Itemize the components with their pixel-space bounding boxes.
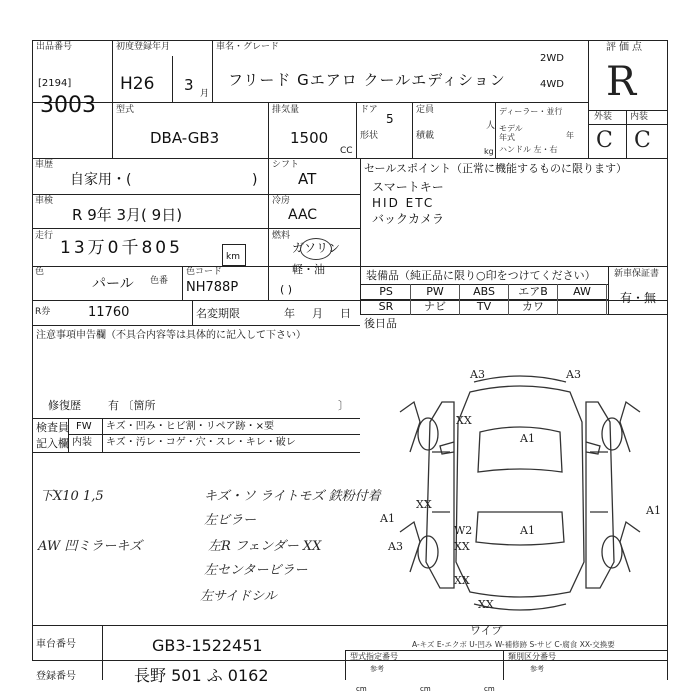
drive-2wd: 2WD <box>540 53 564 64</box>
color-num-label: 色番 <box>150 276 169 286</box>
fuel-gas: ガソリン <box>292 241 341 255</box>
ref-label: 参考 <box>370 665 384 673</box>
equipment-item-row2-3: カワ <box>509 299 558 315</box>
fw-checks: キズ・凹み・ヒビ割・リペア跡・×要 <box>106 421 274 432</box>
reg-number: 長野 501 ふ 0162 <box>134 666 269 685</box>
reg-month: 3 <box>184 76 194 94</box>
lot-sub: [2194] <box>38 78 72 89</box>
car-name-label: 車名・グレード <box>216 42 280 52</box>
reg-number-label: 登録番号 <box>36 671 76 682</box>
color-label: 色 <box>35 267 45 277</box>
equipment-item-row1-0: PS <box>362 284 411 300</box>
shape-label: 形状 <box>360 131 379 141</box>
svg-text:A3: A3 <box>470 368 485 381</box>
equipment-item-row1-2: ABS <box>460 284 509 300</box>
interior-checks: キズ・汚レ・コゲ・穴・スレ・キレ・破レ <box>106 437 296 448</box>
svg-text:A1: A1 <box>520 432 535 445</box>
car-name: フリード Gエアロ クールエディション <box>228 71 506 89</box>
lot-label: 出品番号 <box>36 42 73 52</box>
cm-1: cm <box>356 685 367 693</box>
inspection-label: 車検 <box>35 196 54 206</box>
note-right-1: キズ・ソ ライトモズ 鉄粉付着 <box>204 489 381 504</box>
km-unit: km <box>226 252 240 262</box>
interior-grade: C <box>634 128 651 153</box>
warranty-value: 有・無 <box>620 291 657 305</box>
model-year-label: モデル年式 <box>499 124 523 142</box>
cc-unit: CC <box>340 146 353 156</box>
chassis-label: 車台番号 <box>36 639 76 650</box>
svg-text:A1: A1 <box>520 524 535 537</box>
exterior-label: 外装 <box>594 112 613 122</box>
svg-text:XX: XX <box>454 540 470 553</box>
capacity-label: 定員 <box>416 105 435 115</box>
capacity-unit: 人 <box>486 121 496 131</box>
recycle-value: 11760 <box>88 305 130 320</box>
car-damage-diagram <box>370 362 666 637</box>
doors-label: ドア <box>360 105 378 115</box>
mileage-value: 13万0千805 <box>60 238 183 258</box>
first-reg-label: 初度登録年月 <box>116 42 171 52</box>
notes-label: 注意事項申告欄（不具合内容等は具体的に記入して下さい） <box>36 330 306 341</box>
history-value: 自家用・( <box>70 172 132 188</box>
category-label: 類別区分番号 <box>508 652 556 661</box>
equipment-item-row1-4: AW <box>558 284 607 300</box>
transfer-day: 日 <box>340 307 351 320</box>
month-unit: 月 <box>200 89 210 99</box>
svg-text:XX: XX <box>454 574 470 587</box>
ac-value: AAC <box>288 207 318 223</box>
transfer-year: 年 <box>284 307 295 320</box>
sales-point-3: バックカメラ <box>372 212 445 226</box>
warranty-label: 新車保証書 <box>614 269 660 279</box>
damage-legend: A-キズ E-エクボ U-凹み W-補修跡 S-サビ C-腐食 XX-交換要 <box>412 640 615 649</box>
grade-value: R <box>606 59 637 105</box>
lot-number: 3003 <box>40 93 96 118</box>
svg-text:ワイプ: ワイプ <box>470 624 503 637</box>
repair-label: 修復歴 <box>48 399 81 412</box>
shift-label: シフト <box>272 160 300 170</box>
drive-4wd: 4WD <box>540 79 564 90</box>
type-spec-label: 型式指定番号 <box>350 652 398 661</box>
entry-label: 記入欄 <box>36 437 69 450</box>
ac-label: 冷房 <box>272 196 291 206</box>
equipment-item-row2-0: SR <box>362 299 411 315</box>
svg-text:A3: A3 <box>566 368 581 381</box>
history-label: 車歴 <box>35 160 54 170</box>
repair-value: 有 〔箇所 <box>108 399 156 412</box>
load-label: 積載 <box>416 131 435 141</box>
mileage-label: 走行 <box>35 231 54 241</box>
interior-check-label: 内装 <box>72 437 92 448</box>
svg-text:A1: A1 <box>646 504 661 517</box>
chassis-number: GB3-1522451 <box>152 636 263 655</box>
note-line-1: 下X10 1,5 <box>40 489 104 504</box>
equipment-label: 装備品（純正品に限り○印をつけてください） <box>366 269 596 282</box>
note-right-2: 左ビラー <box>204 513 257 528</box>
repair-close: 〕 <box>338 399 349 412</box>
inspector-label: 検査員 <box>36 421 69 434</box>
color-code: NH788P <box>186 280 239 295</box>
note-right-4: 左センタービラー <box>204 563 308 578</box>
note-line-2: AW 凹ミラーキズ <box>38 539 143 554</box>
rear-items-label: 後日品 <box>364 317 397 330</box>
sales-point-1: スマートキー <box>372 180 444 194</box>
equipment-item-row1-3: エアB <box>509 284 558 300</box>
transfer-label: 名変期限 <box>196 307 240 320</box>
svg-text:XX: XX <box>456 414 472 427</box>
color-value: パール <box>92 276 134 292</box>
load-unit: kg <box>484 147 494 156</box>
displacement-label: 排気量 <box>272 105 300 115</box>
grade-label: 評価点 <box>606 42 645 53</box>
displacement: 1500 <box>290 129 329 147</box>
sales-label: セールスポイント（正常に機能するものに限ります） <box>364 162 628 175</box>
ref-label-2: 参考 <box>530 665 544 673</box>
note-right-5: 左サイドシル <box>200 589 277 604</box>
svg-text:XX: XX <box>416 498 432 511</box>
cm-2: cm <box>420 685 431 693</box>
svg-text:A3: A3 <box>388 540 403 553</box>
model-type: DBA-GB3 <box>150 129 220 147</box>
exterior-grade: C <box>596 128 613 153</box>
recycle-label: R券 <box>35 307 51 317</box>
equipment-item-row2-4 <box>558 299 607 315</box>
dealer-label: ディーラー・並行 <box>499 107 563 116</box>
equipment-item-row2-2: TV <box>460 299 509 315</box>
fw-label: FW <box>76 421 92 432</box>
equipment-item-row2-1: ナビ <box>411 299 460 315</box>
doors: 5 <box>386 112 394 126</box>
color-code-label: 色コード <box>186 267 223 277</box>
svg-text:XX: XX <box>478 598 494 611</box>
type-label: 型式 <box>116 105 135 115</box>
fuel-label: 燃料 <box>272 231 291 241</box>
fuel-diesel: 軽・油 <box>292 263 325 276</box>
handle-label: ハンドル 左・右 <box>499 145 558 154</box>
svg-text:A1: A1 <box>380 512 395 525</box>
equipment-item-row1-1: PW <box>411 284 460 300</box>
svg-text:W2: W2 <box>454 524 473 537</box>
interior-label: 内装 <box>630 112 649 122</box>
history-close: ) <box>252 172 258 188</box>
sales-point-2: HID ETC <box>372 196 435 210</box>
transfer-month: 月 <box>312 307 323 320</box>
reg-year: H26 <box>120 74 155 94</box>
year-unit: 年 <box>566 131 574 140</box>
shift-value: AT <box>298 170 317 188</box>
cm-3: cm <box>484 685 495 693</box>
inspection-value: R 9年 3月( 9日) <box>72 206 183 224</box>
fuel-paren: ( ) <box>280 283 293 296</box>
note-right-3: 左R フェンダー XX <box>208 539 322 554</box>
